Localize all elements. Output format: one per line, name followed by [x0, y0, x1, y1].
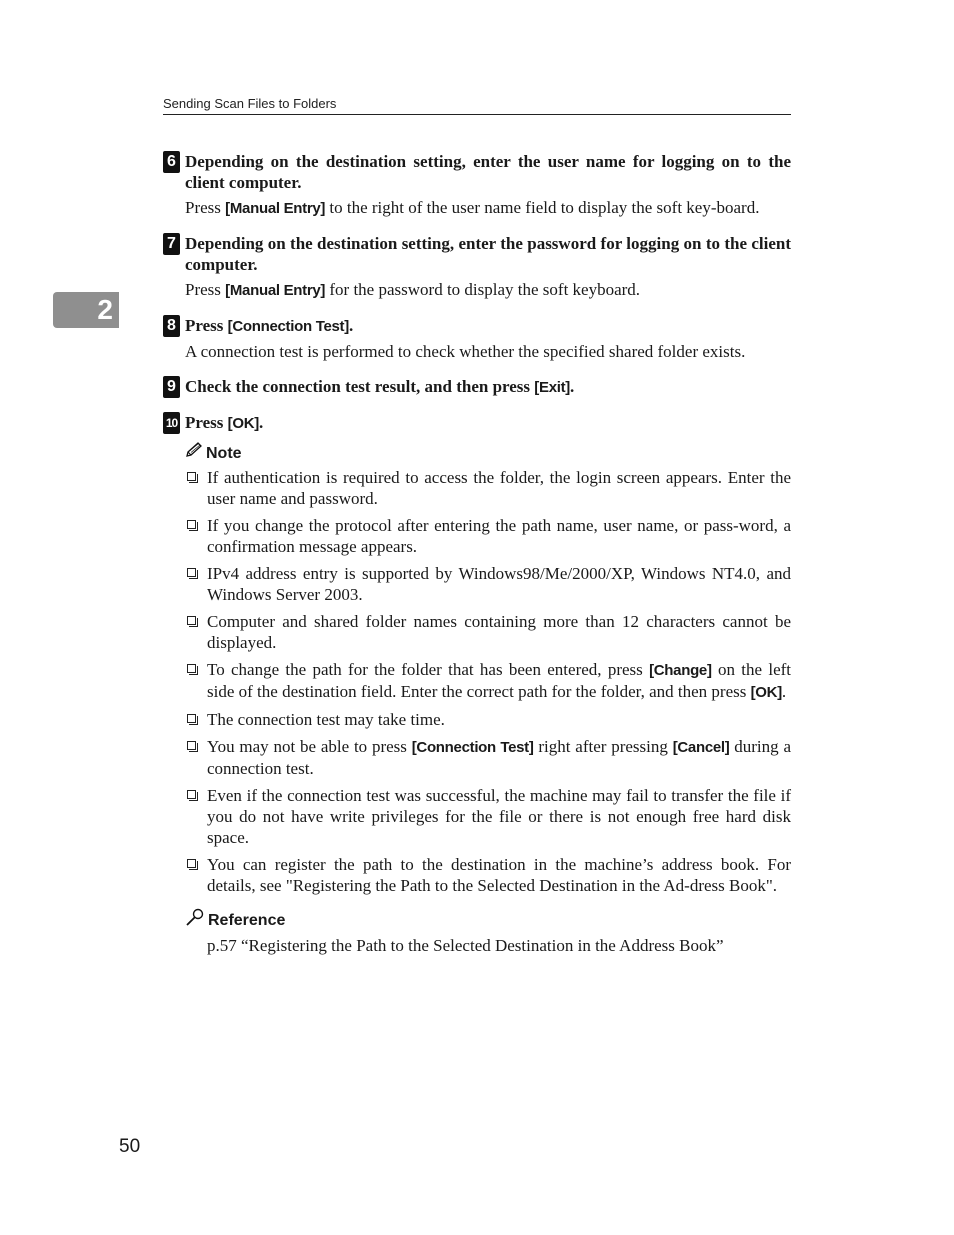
note-heading-label: Note	[206, 444, 242, 462]
step-body	[185, 197, 791, 219]
step-title: Depending on the destination setting, enter the password for logging on to the client computer.	[185, 234, 791, 274]
step-number: 9	[163, 376, 180, 398]
step-title	[185, 376, 791, 398]
reference-heading-label: Reference	[208, 911, 286, 929]
step-body: A connection test is performed to check whether the specified shared folder exists.	[185, 342, 746, 361]
page-number: 50	[119, 1136, 141, 1157]
running-header: Sending Scan Files to Folders	[163, 96, 337, 111]
list-item	[185, 736, 791, 779]
step-number: 7	[163, 233, 180, 255]
chapter-tab: 2	[53, 292, 119, 328]
note-text: on the left side of the destination field. Enter the correct path for the folder, and then press	[207, 660, 791, 701]
title-text: Press	[185, 413, 228, 432]
key-label: [OK]	[227, 415, 259, 432]
page-content	[163, 148, 791, 956]
checkbox-icon	[187, 790, 196, 799]
checkbox-icon	[187, 520, 196, 529]
pencil-icon	[185, 442, 206, 464]
step-10	[163, 412, 791, 434]
body-text: Press	[185, 280, 226, 299]
note-text: .	[781, 682, 787, 701]
list-item	[185, 467, 791, 509]
key-label: [Cancel]	[672, 739, 730, 756]
list-item	[185, 563, 791, 605]
step-number: 10	[163, 412, 180, 434]
title-text: .	[258, 413, 264, 432]
note-text: Computer and shared folder names containing more than 12 characters cannot be displayed.	[207, 612, 791, 652]
checkbox-icon	[187, 568, 196, 577]
checkbox-icon	[187, 741, 196, 750]
note-text: To change the path for the folder that has been entered, press	[207, 660, 650, 679]
key-label: [OK]	[750, 684, 782, 701]
step-title	[185, 315, 791, 337]
reference-heading	[185, 908, 791, 932]
note-heading	[185, 442, 791, 464]
magnifier-icon	[185, 908, 208, 932]
reference-link[interactable]: p.57 “Registering the Path to the Selected Destination in the Address Book”	[207, 936, 724, 955]
key-label: [Connection Test]	[227, 318, 349, 335]
list-item	[185, 854, 791, 896]
step-6	[163, 151, 791, 219]
key-label: [Manual Entry]	[225, 282, 326, 299]
header-rule	[163, 114, 791, 115]
title-text: .	[570, 377, 575, 396]
step-number: 8	[163, 315, 180, 337]
checkbox-icon	[187, 664, 196, 673]
key-label: [Manual Entry]	[225, 200, 326, 217]
note-text: If you change the protocol after entering the path name, user name, or pass-word, a confirmation message appears.	[207, 516, 791, 556]
note-text: IPv4 address entry is supported by Windows98/Me/2000/XP, Windows NT4.0, and Windows Server 2003.	[207, 564, 791, 604]
step-number: 6	[163, 151, 180, 173]
note-list	[185, 467, 791, 896]
checkbox-icon	[187, 472, 196, 481]
checkbox-icon	[187, 616, 196, 625]
note-text: If authentication is required to access the folder, the login screen appears. Enter the user name and password.	[207, 468, 791, 508]
key-label: [Exit]	[534, 379, 570, 396]
list-item	[185, 709, 791, 730]
note-text: You may not be able to press	[207, 737, 412, 756]
note-text: Even if the connection test was successful, the machine may fail to transfer the file if you do not have write privileges for the file or there is not enough free hard disk space.	[207, 786, 791, 847]
step-body	[185, 279, 791, 301]
list-item	[185, 659, 791, 703]
list-item	[185, 611, 791, 653]
note-text: The connection test may take time.	[207, 710, 445, 729]
key-label: [Change]	[649, 662, 712, 679]
note-text: You can register the path to the destination in the machine’s address book. For details, see "Registering the Path to the Selected Destination in the Ad-dress Book".	[207, 855, 791, 895]
title-text: Press	[185, 316, 228, 335]
key-label: [Connection Test]	[411, 739, 534, 756]
step-8	[163, 315, 791, 362]
checkbox-icon	[187, 714, 196, 723]
step-7	[163, 233, 791, 301]
list-item	[185, 515, 791, 557]
body-text: Press	[185, 198, 226, 217]
note-text: during a connection test.	[207, 737, 792, 778]
checkbox-icon	[187, 859, 196, 868]
body-text: to the right of the user name field to display the soft key-board.	[325, 198, 760, 217]
note-text: right after pressing	[533, 737, 673, 756]
step-9	[163, 376, 791, 398]
list-item	[185, 785, 791, 848]
title-text: .	[348, 316, 354, 335]
step-title	[185, 412, 791, 434]
title-text: Check the connection test result, and then press	[185, 377, 535, 396]
body-text: for the password to display the soft keyboard.	[325, 280, 641, 299]
step-title: Depending on the destination setting, enter the user name for logging on to the client computer.	[185, 152, 791, 192]
